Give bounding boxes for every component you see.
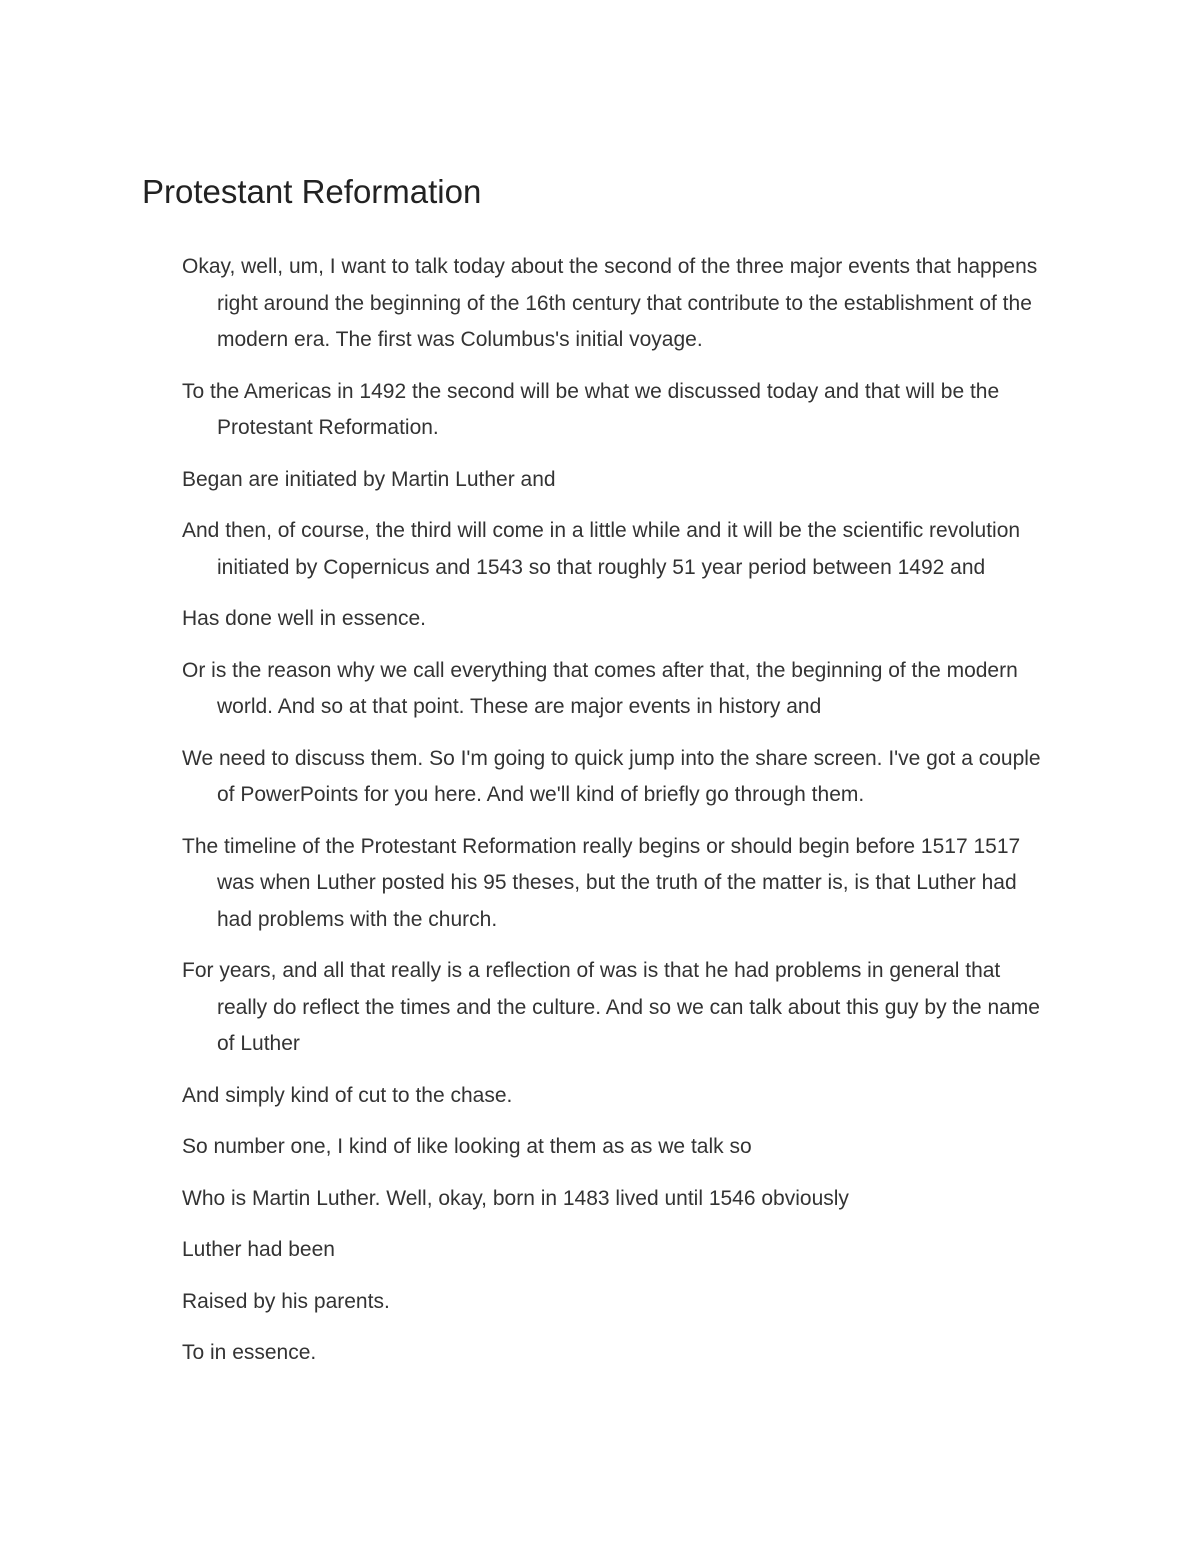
paragraph: And simply kind of cut to the chase. (182, 1083, 513, 1107)
paragraph: So number one, I kind of like looking at them as as we talk so (182, 1135, 752, 1158)
document-title: Protestant Reformation (142, 173, 482, 210)
paragraph: Began are initiated by Martin Luther and (182, 467, 556, 491)
paragraph: Or is the reason why we call everything that comes after that, the beginning of the modern world. And so at that point. These are major events in history and (182, 658, 1018, 718)
paragraph: Who is Martin Luther. Well, okay, born in 1483 lived until 1546 obviously (182, 1186, 849, 1210)
paragraph: Okay, well, um, I want to talk today about the second of the three major events that happens right around the beginning of the 16th century that contribute to the establishment of the modern era. The first was Columbus's initial voyage. (182, 255, 1038, 351)
paragraph: Has done well in essence. (182, 607, 426, 630)
document-body (182, 249, 1052, 1387)
paragraph: For years, and all that really is a reflection of was is that he had problems in general that really do reflect the times and the culture. And so we can talk about this guy by the name of Luther (182, 959, 1040, 1055)
paragraph: And then, of course, the third will come in a little while and it will be the scientific revolution initiated by Copernicus and 1543 so that roughly 51 year period between 1492 and (182, 519, 1021, 579)
paragraph: The timeline of the Protestant Reformation really begins or should begin before 1517 1517 was when Luther posted his 95 theses, but the truth of the matter is, is that Luther had had problems with the church. (182, 834, 1021, 931)
paragraph: To the Americas in 1492 the second will be what we discussed today and that will be the Protestant Reformation. (182, 379, 1000, 439)
paragraph: To in essence. (182, 1341, 317, 1364)
paragraph: We need to discuss them. So I'm going to quick jump into the share screen. I've got a couple of PowerPoints for you here. And we'll kind of briefly go through them. (182, 746, 1041, 806)
paragraph: Luther had been (182, 1238, 335, 1261)
paragraph: Raised by his parents. (182, 1289, 390, 1313)
